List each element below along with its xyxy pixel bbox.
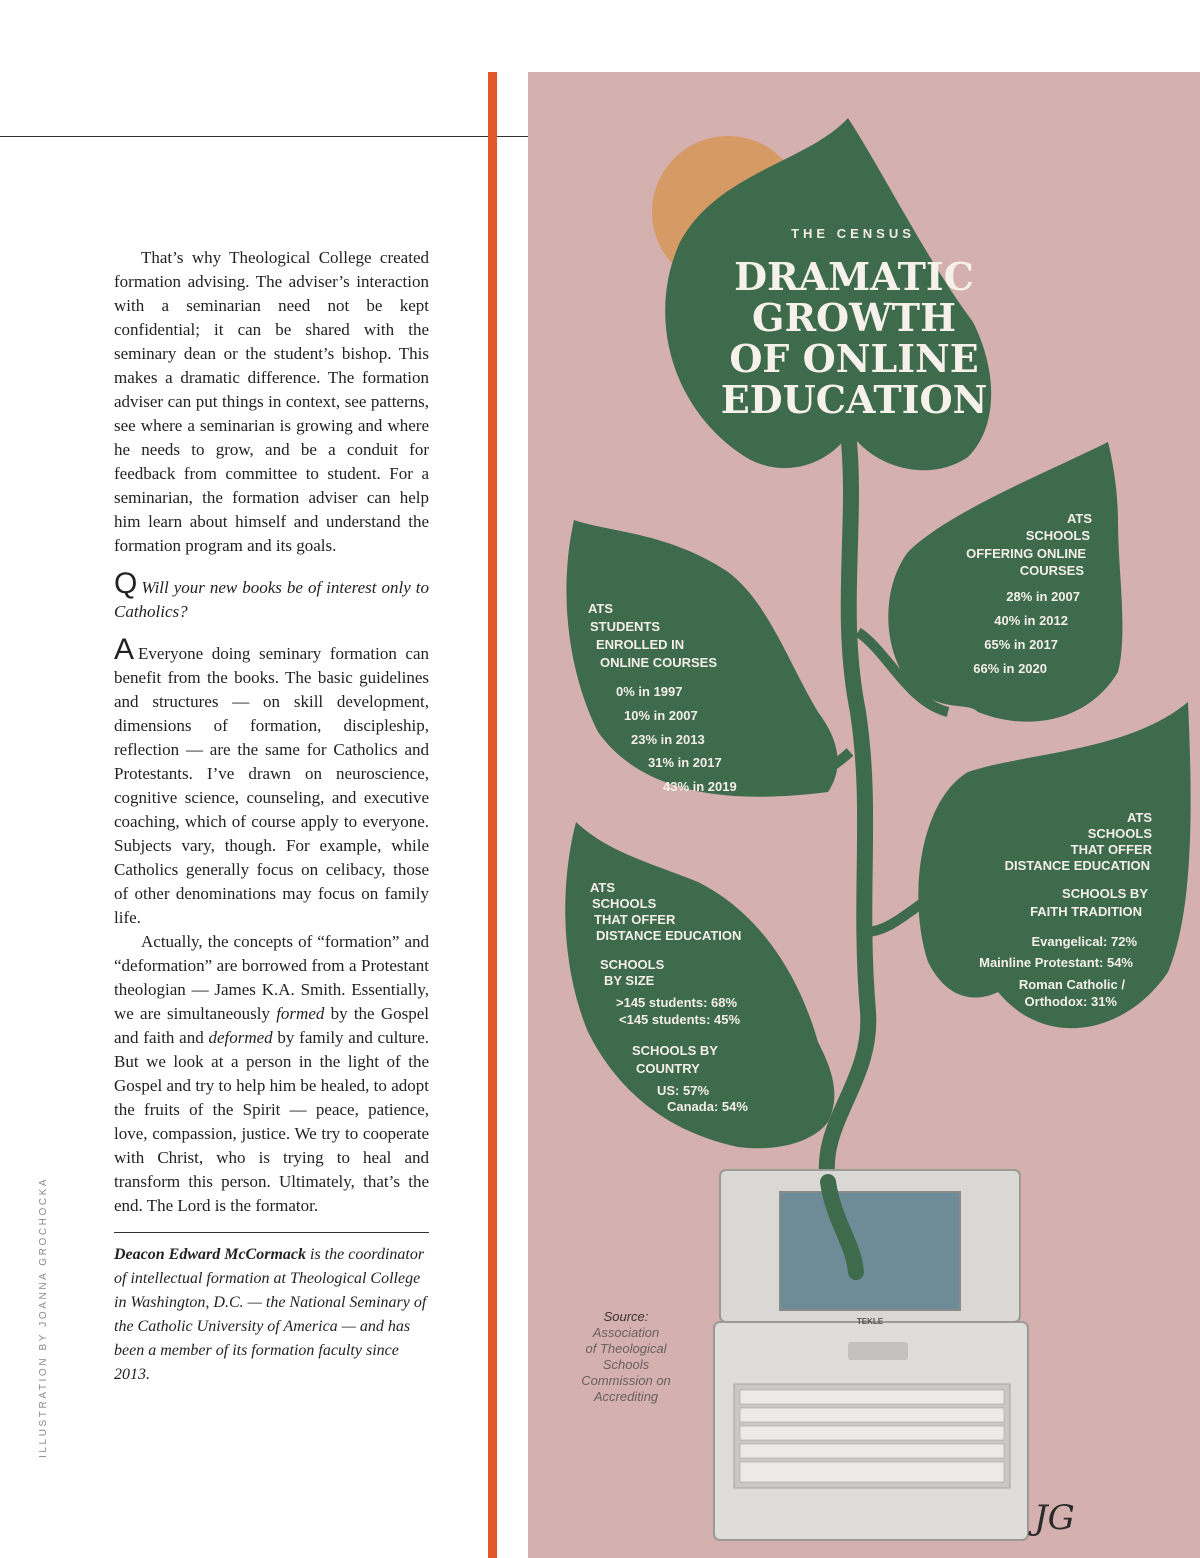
artist-signature: JG bbox=[1034, 1498, 1075, 1538]
source-line: Commission on bbox=[581, 1373, 671, 1388]
infographic-kicker: THE CENSUS bbox=[791, 226, 915, 241]
faith-subtitle-2: FAITH TRADITION bbox=[1030, 904, 1142, 919]
country-stat: Canada: 54% bbox=[667, 1099, 748, 1114]
text-run: by family and culture. But we look at a person in the light of the Gospel and try to help him be healed, to adopt the fruits of the Spirit — peace, patience, love, compassion, justice. We try to cooperate with Christ, who is trying to heal and transform this person. Ultimately, that’s the end. The Lord is the formator. bbox=[114, 1028, 430, 1215]
students-title-4: ONLINE COURSES bbox=[600, 655, 718, 670]
bio-divider bbox=[114, 1232, 429, 1233]
headline-line: OF ONLINE bbox=[729, 336, 979, 381]
country-subtitle-2: COUNTRY bbox=[636, 1061, 700, 1076]
size-title-3: THAT OFFER bbox=[594, 912, 676, 927]
students-stat: 31% in 2017 bbox=[648, 755, 722, 770]
size-subtitle-2: BY SIZE bbox=[604, 973, 655, 988]
keyboard-keys bbox=[740, 1390, 1004, 1482]
accent-bar bbox=[488, 72, 497, 1558]
answer-letter: A bbox=[114, 633, 135, 666]
laptop-screen bbox=[780, 1192, 960, 1310]
size-title-2: SCHOOLS bbox=[592, 896, 657, 911]
students-stat: 10% in 2007 bbox=[624, 708, 698, 723]
answer bbox=[114, 633, 429, 930]
author-name: Deacon Edward McCormack bbox=[114, 1246, 306, 1263]
online-title-1: ATS bbox=[1066, 511, 1092, 526]
online-title-2: SCHOOLS bbox=[1025, 528, 1090, 543]
source-label: Source: bbox=[603, 1309, 649, 1324]
answer-text: Everyone doing seminary formation can benefit from the books. The basic guidelines and structures — on skill development, dimensions of formation, discipleship, reflection — are the same for Catholics and Protestants. I’ve drawn on neuroscience, cognitive science, counseling, and executive coaching, which of course apply to everyone. Subjects vary, though. For example, while Catholics generally focus on celibacy, those of other denominations may focus on family life. bbox=[114, 644, 429, 927]
faith-title-2: SCHOOLS bbox=[1087, 826, 1152, 841]
faith-title-3: THAT OFFER bbox=[1070, 842, 1152, 857]
students-title-2: STUDENTS bbox=[590, 619, 661, 634]
faith-stat: Orthodox: 31% bbox=[1024, 994, 1117, 1009]
online-stat: 66% in 2020 bbox=[973, 661, 1047, 676]
headline-line: EDUCATION bbox=[720, 377, 988, 422]
source-line: Schools bbox=[602, 1357, 650, 1372]
author-bio bbox=[114, 1243, 429, 1387]
source-note bbox=[572, 1309, 680, 1405]
students-stat: 43% in 2019 bbox=[663, 779, 737, 794]
students-title-3: ENROLLED IN bbox=[596, 637, 685, 652]
question-letter: Q bbox=[114, 567, 138, 600]
faith-stat: Evangelical: 72% bbox=[1031, 934, 1137, 949]
article-paragraph bbox=[114, 930, 429, 1218]
question-text: Will your new books be of interest only to Catholics? bbox=[114, 578, 429, 621]
faith-title-4: DISTANCE EDUCATION bbox=[1004, 858, 1150, 873]
faith-title-1: ATS bbox=[1126, 810, 1152, 825]
country-subtitle-1: SCHOOLS BY bbox=[632, 1043, 718, 1058]
leaf-online bbox=[888, 442, 1122, 722]
online-title-3: OFFERING ONLINE bbox=[966, 546, 1086, 561]
article-paragraph: That’s why Theological College created formation advising. The adviser’s interaction with a seminarian need not be kept confidential; it can be shared with the seminary dean or the student’s bishop. This makes a dramatic difference. The formation adviser can put things in context, see patterns, see where a seminarian is growing and where he needs to grow, and be a conduit for feedback from committee to student. For a seminarian, the formation adviser can help him learn about himself and understand the formation program and its goals. bbox=[114, 248, 429, 555]
text-run: by the Gospel and faith and bbox=[114, 1004, 429, 1047]
online-stat: 65% in 2017 bbox=[984, 637, 1058, 652]
emphasis: formed bbox=[276, 1004, 325, 1023]
infographic-headline bbox=[708, 256, 1000, 420]
top-rule bbox=[0, 136, 528, 137]
online-title-4: COURSES bbox=[1019, 563, 1084, 578]
size-subtitle-1: SCHOOLS bbox=[600, 957, 665, 972]
faith-stat: Roman Catholic / bbox=[1018, 977, 1125, 992]
text-run: Actually, the concepts of “formation” and “deformation” are borrowed from a Protestant theologian — James K.A. Smith. Essentially, we are simultaneously bbox=[114, 932, 429, 1023]
students-stat: 0% in 1997 bbox=[616, 684, 683, 699]
illustration-credit: ILLUSTRATION BY JOANNA GROCHOCKA bbox=[38, 1176, 49, 1458]
headline-line: DRAMATIC bbox=[734, 254, 974, 299]
laptop-panel bbox=[848, 1342, 908, 1360]
faith-stat: Mainline Protestant: 54% bbox=[979, 955, 1133, 970]
online-stat: 40% in 2012 bbox=[994, 613, 1068, 628]
size-stat: >145 students: 68% bbox=[616, 995, 738, 1010]
bio-text: is the coordinator of intellectual formation at Theological College in Washington, D.C. — the National Seminary of the Catholic University of America — and has been a member of its formation faculty since 2013. bbox=[114, 1246, 427, 1383]
size-stat: <145 students: 45% bbox=[619, 1012, 741, 1027]
students-stat: 23% in 2013 bbox=[631, 732, 705, 747]
article-column bbox=[114, 246, 429, 1387]
online-stat: 28% in 2007 bbox=[1006, 589, 1080, 604]
source-line: of Theological bbox=[585, 1341, 667, 1356]
laptop bbox=[714, 1170, 1028, 1540]
headline-line: GROWTH bbox=[752, 295, 956, 340]
faith-subtitle-1: SCHOOLS BY bbox=[1062, 886, 1148, 901]
source-line: Accrediting bbox=[593, 1389, 659, 1404]
laptop-brand: TEKLE bbox=[856, 1317, 884, 1326]
country-stat: US: 57% bbox=[657, 1083, 710, 1098]
students-title-1: ATS bbox=[588, 601, 614, 616]
emphasis: deformed bbox=[208, 1028, 273, 1047]
size-title-4: DISTANCE EDUCATION bbox=[596, 928, 742, 943]
question bbox=[114, 567, 429, 624]
size-title-1: ATS bbox=[590, 880, 616, 895]
source-line: Association bbox=[592, 1325, 660, 1340]
stem bbox=[827, 432, 869, 1272]
